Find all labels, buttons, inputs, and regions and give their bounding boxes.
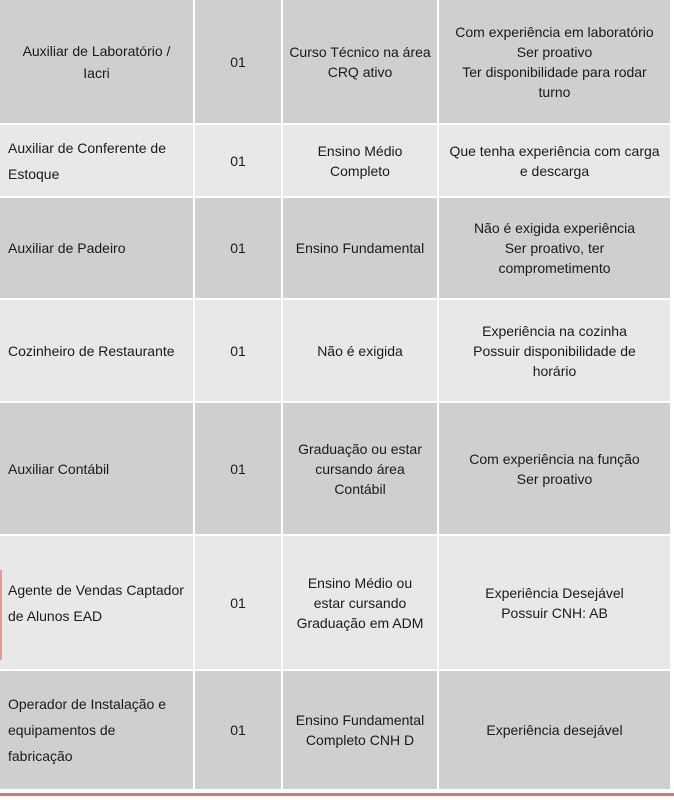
requirements-cell: Não é exigida experiência Ser proativo, ter comprometimento: [439, 198, 672, 300]
quantity-cell: 01: [195, 403, 283, 536]
education-cell: Ensino Fundamental Completo CNH D: [283, 671, 439, 791]
job-title-cell: Agente de Vendas Captador de Alunos EAD: [0, 536, 195, 671]
quantity-cell: 01: [195, 0, 283, 125]
quantity-cell: 01: [195, 671, 283, 791]
job-title-cell: Auxiliar de Laboratório / Iacri: [0, 0, 195, 125]
quantity-cell: 01: [195, 125, 283, 198]
education-cell: Graduação ou estar cursando área Contábil: [283, 403, 439, 536]
left-edge-marker: [0, 570, 2, 660]
education-cell: Ensino Médio ou estar cursando Graduação em ADM: [283, 536, 439, 671]
requirements-cell: Experiência Desejável Possuir CNH: AB: [439, 536, 672, 671]
requirements-cell: Que tenha experiência com carga e descarga: [439, 125, 672, 198]
job-title-cell: Cozinheiro de Restaurante: [0, 300, 195, 403]
requirements-cell: Experiência na cozinha Possuir disponibilidade de horário: [439, 300, 672, 403]
requirements-cell: Experiência desejável: [439, 671, 672, 791]
quantity-cell: 01: [195, 198, 283, 300]
bottom-divider: [0, 793, 674, 796]
quantity-cell: 01: [195, 536, 283, 671]
requirements-cell: Com experiência em laboratório Ser proativo Ter disponibilidade para rodar turno: [439, 0, 672, 125]
job-title-cell: Auxiliar Contábil: [0, 403, 195, 536]
job-title-cell: Auxiliar de Conferente de Estoque: [0, 125, 195, 198]
job-title-cell: Auxiliar de Padeiro: [0, 198, 195, 300]
education-cell: Ensino Médio Completo: [283, 125, 439, 198]
job-title-cell: Operador de Instalação e equipamentos de fabricação: [0, 671, 195, 791]
education-cell: Não é exigida: [283, 300, 439, 403]
requirements-cell: Com experiência na função Ser proativo: [439, 403, 672, 536]
education-cell: Ensino Fundamental: [283, 198, 439, 300]
quantity-cell: 01: [195, 300, 283, 403]
education-cell: Curso Técnico na área CRQ ativo: [283, 0, 439, 125]
